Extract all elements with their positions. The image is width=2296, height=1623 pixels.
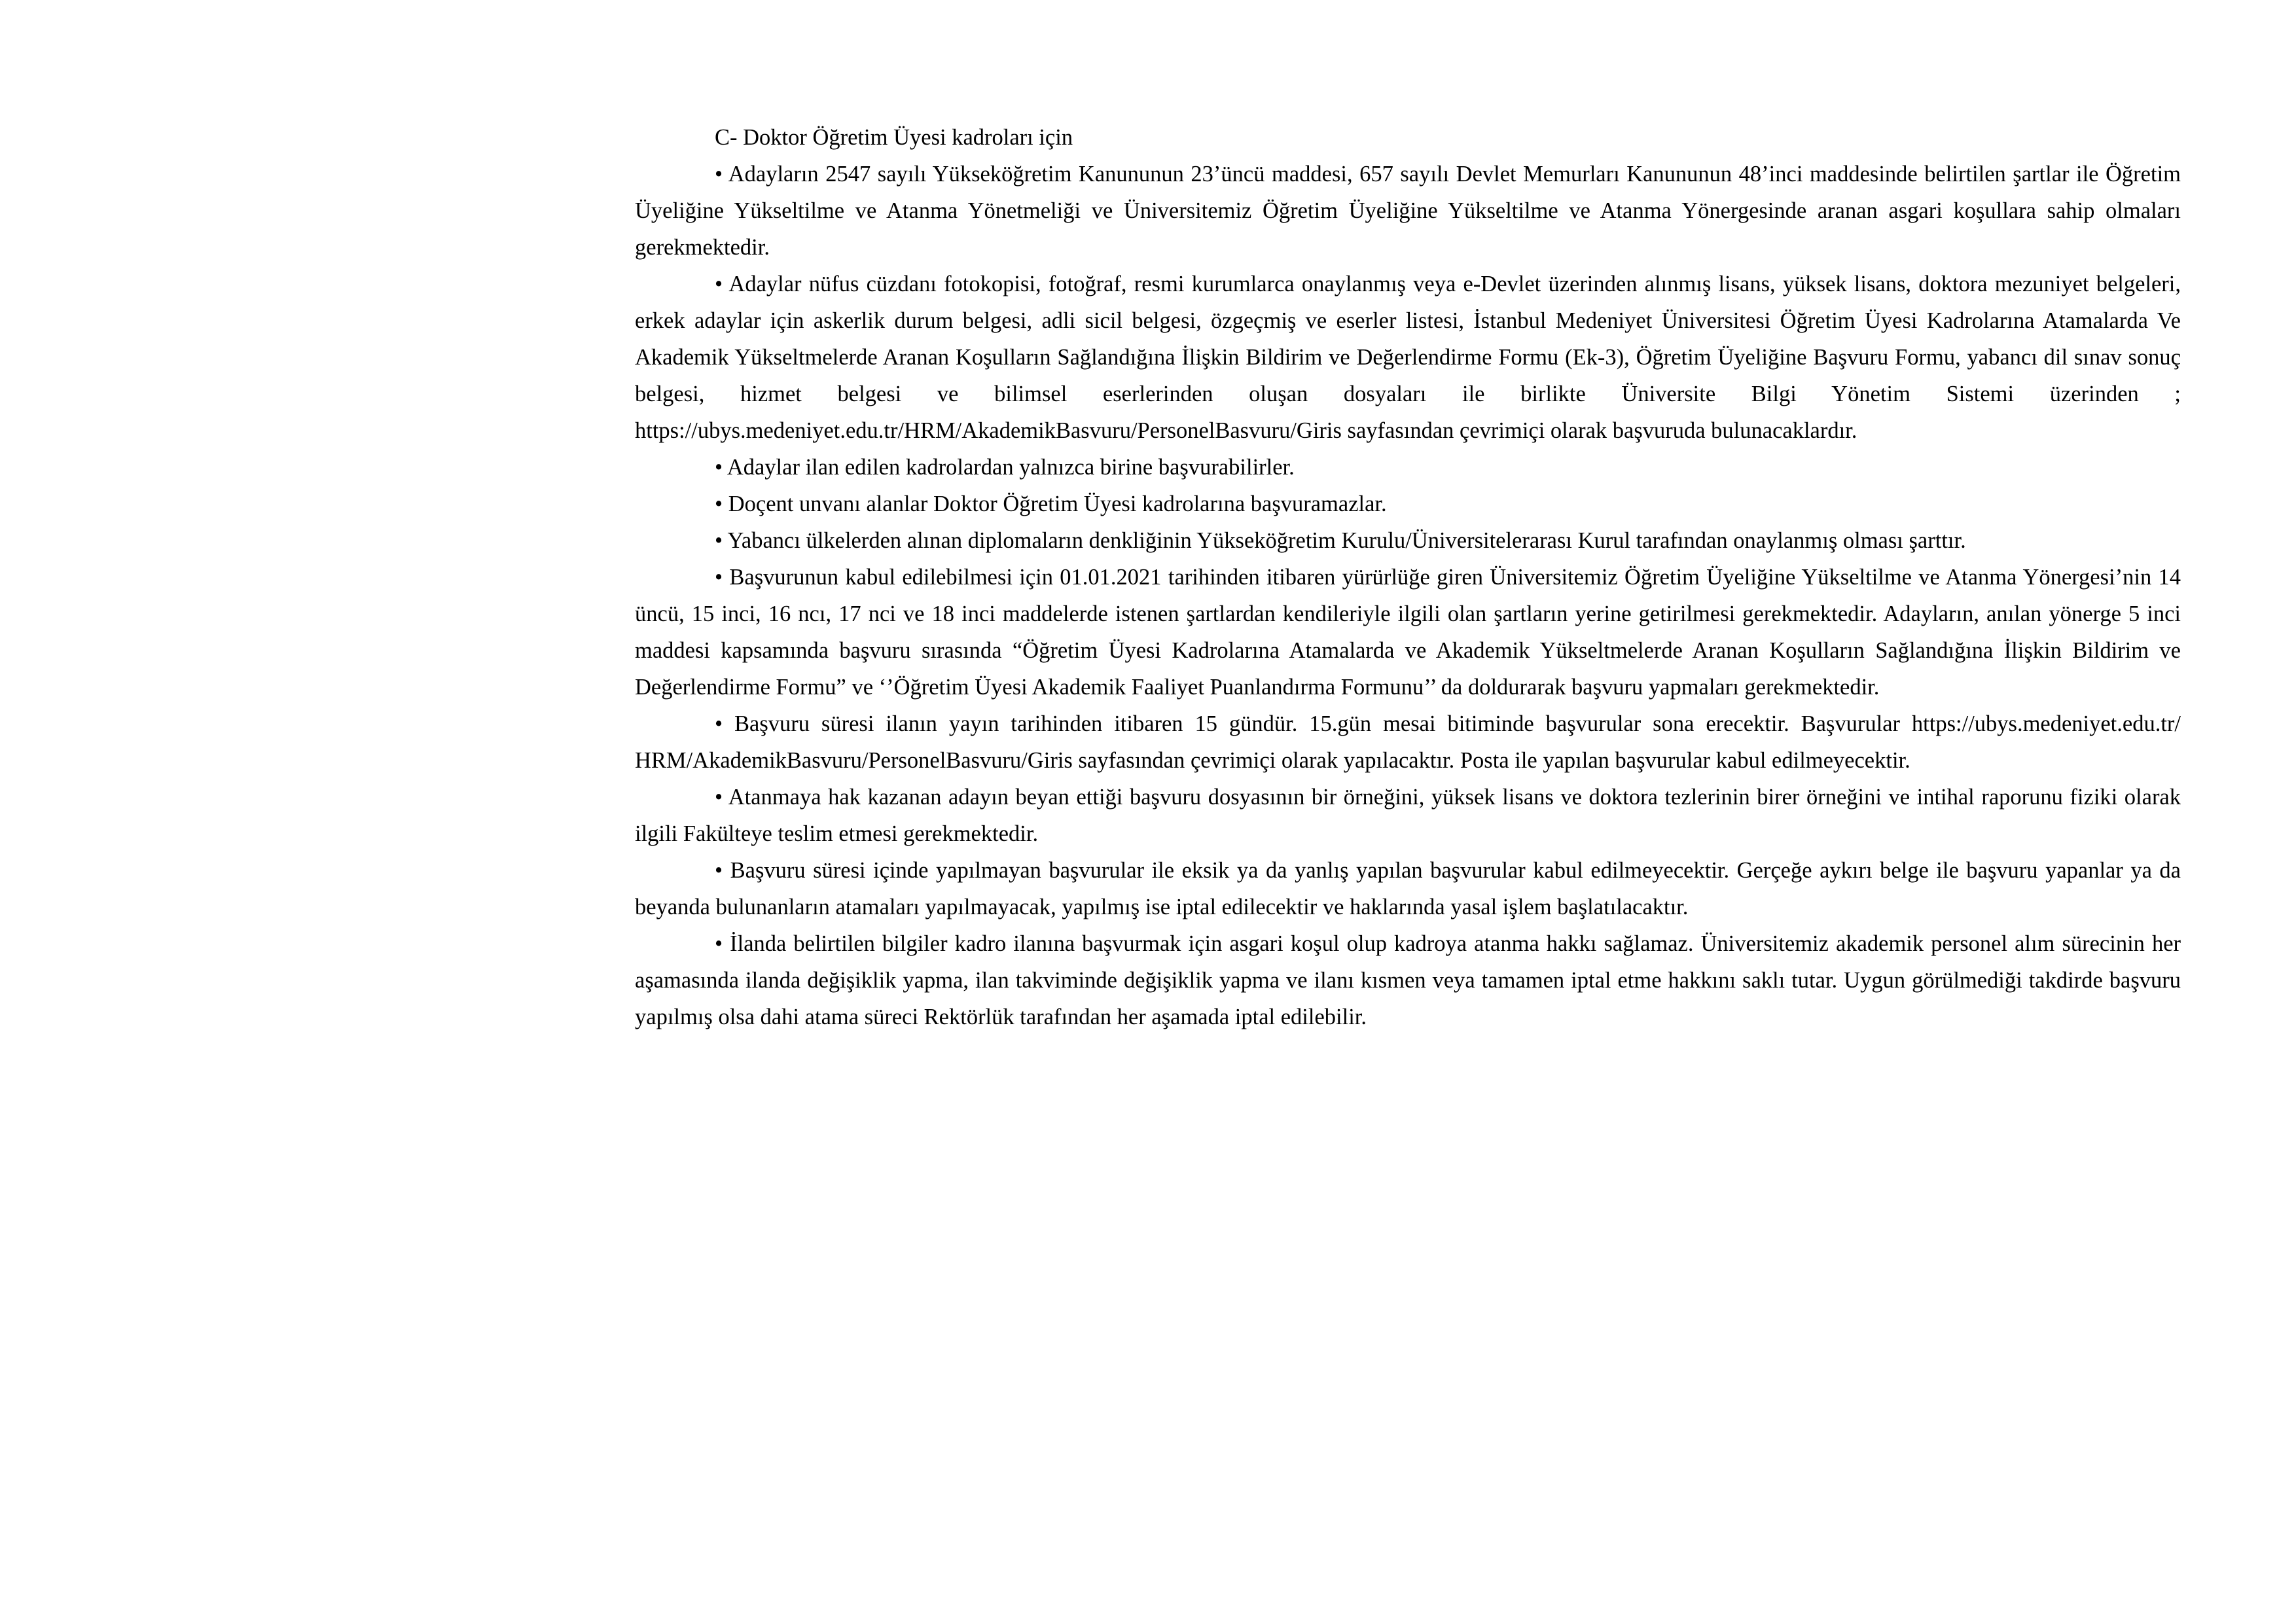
- list-item-single-application: [635, 449, 2181, 486]
- bullet-icon: •: [715, 565, 723, 590]
- bullet-icon: •: [715, 931, 723, 956]
- list-item-text: Başvuru süresi içinde yapılmayan başvurular ile eksik ya da yanlış yapılan başvurular kabul edilmeyecektir. Gerçeğe aykırı belge ile başvuru yapanlar ya da beyanda bulunanların atamaları yapılmayacak, yapılmış ise iptal edilecektir ve haklarında yasal işlem başlatılacaktır.: [635, 858, 2181, 919]
- section-heading: C- Doktor Öğretim Üyesi kadroları için: [715, 125, 1073, 150]
- bullet-icon: •: [715, 528, 723, 553]
- bullet-icon: •: [715, 711, 723, 736]
- list-item-text: Adaylar ilan edilen kadrolardan yalnızca birine başvurabilirler.: [726, 455, 1295, 480]
- list-item-text: Doçent unvanı alanlar Doktor Öğretim Üyesi kadrolarına başvuramazlar.: [728, 491, 1387, 516]
- list-item-regulation-conditions: [635, 559, 2181, 705]
- list-item-announcement-rights: [635, 925, 2181, 1035]
- bullet-icon: •: [715, 162, 723, 187]
- document-body: [635, 119, 2181, 1035]
- list-item-text: Adayların 2547 sayılı Yükseköğretim Kanununun 23’üncü maddesi, 657 sayılı Devlet Memurları Kanununun 48’inci maddesinde belirtilen şartlar ile Öğretim Üyeliğine Yükseltilme ve Atanma Yönetmeliği ve Üniversitemiz Öğretim Üyeliğine Yükseltilme ve Atanma Yönergesinde aranan asgari koşullara sahip olmaları gerekmektedir.: [635, 162, 2181, 260]
- list-item-text: Başvuru süresi ilanın yayın tarihinden itibaren 15 gündür. 15.gün mesai bitiminde başvurular sona erecektir. Başvurular https://ubys.medeniyet.edu.tr/ HRM/AkademikBasvuru/PersonelBasvuru/Giris sayfasından çevrimiçi olarak yapılacaktır. Posta ile yapılan başvurular kabul edilmeyecektir.: [635, 711, 2181, 773]
- list-item-invalid-applications: [635, 852, 2181, 925]
- list-item-docent-restriction: [635, 486, 2181, 522]
- list-item-text: Adaylar nüfus cüzdanı fotokopisi, fotoğraf, resmi kurumlarca onaylanmış veya e-Devlet üzerinden alınmış lisans, yüksek lisans, doktora mezuniyet belgeleri, erkek adaylar için askerlik durum belgesi, adli sicil belgesi, özgeçmiş ve eserler listesi, İstanbul Medeniyet Üniversitesi Öğretim Üyesi Kadrolarına Atamalarda Ve Akademik Yükseltmelerde Aranan Koşulların Sağlandığına İlişkin Bildirim ve Değerlendirme Formu (Ek-3), Öğretim Üyeliğine Başvuru Formu, yabancı dil sınav sonuç belgesi, hizmet belgesi ve bilimsel eserlerinden oluşan dosyaları ile birlikte Üniversite Bilgi Yönetim Sistemi üzerinden ; https://ubys.medeniyet.edu.tr/HRM/AkademikBasvuru/PersonelBasvuru/Giris sayfasından çevrimiçi olarak başvuruda bulunacaklardır.: [635, 272, 2181, 443]
- bullet-icon: •: [715, 785, 723, 810]
- list-item-physical-submission: [635, 779, 2181, 852]
- list-item-foreign-diploma: [635, 522, 2181, 559]
- list-item-qualifications: [635, 156, 2181, 266]
- bullet-icon: •: [715, 858, 723, 883]
- bullet-icon: •: [715, 272, 723, 296]
- list-item-text: Atanmaya hak kazanan adayın beyan ettiği başvuru dosyasının bir örneğini, yüksek lisans ve doktora tezlerinin birer örneğini ve intihal raporunu fiziki olarak ilgili Fakülteye teslim etmesi gerekmektedir.: [635, 785, 2181, 846]
- list-item-required-documents: [635, 266, 2181, 449]
- list-item-application-period: [635, 705, 2181, 779]
- bullet-icon: •: [715, 455, 723, 480]
- list-item-text: İlanda belirtilen bilgiler kadro ilanına başvurmak için asgari koşul olup kadroya atanma hakkı sağlamaz. Üniversitemiz akademik personel alım sürecinin her aşamasında ilanda değişiklik yapma, ilan takviminde değişiklik yapma ve ilanı kısmen veya tamamen iptal etme hakkını saklı tutar. Uygun görülmediği takdirde başvuru yapılmış olsa dahi atama süreci Rektörlük tarafından her aşamada iptal edilebilir.: [635, 931, 2181, 1029]
- bullet-icon: •: [715, 491, 723, 516]
- list-item-text: Başvurunun kabul edilebilmesi için 01.01.2021 tarihinden itibaren yürürlüğe giren Üniversitemiz Öğretim Üyeliğine Yükseltilme ve Atanma Yönergesi’nin 14 üncü, 15 inci, 16 ncı, 17 nci ve 18 inci maddelerde istenen şartlardan kendileriyle ilgili olan şartların yerine getirilmesi gerekmektedir. Adayların, anılan yönerge 5 inci maddesi kapsamında başvuru sırasında “Öğretim Üyesi Kadrolarına Atamalarda ve Akademik Yükseltmelerde Aranan Koşulların Sağlandığına İlişkin Bildirim ve Değerlendirme Formu” ve ‘’Öğretim Üyesi Akademik Faaliyet Puanlandırma Formunu’’ da doldurarak başvuru yapmaları gerekmektedir.: [635, 565, 2181, 700]
- list-item-text: Yabancı ülkelerden alınan diplomaların denkliğinin Yükseköğretim Kurulu/Üniversitelerarası Kurul tarafından onaylanmış olması şarttır.: [727, 528, 1966, 553]
